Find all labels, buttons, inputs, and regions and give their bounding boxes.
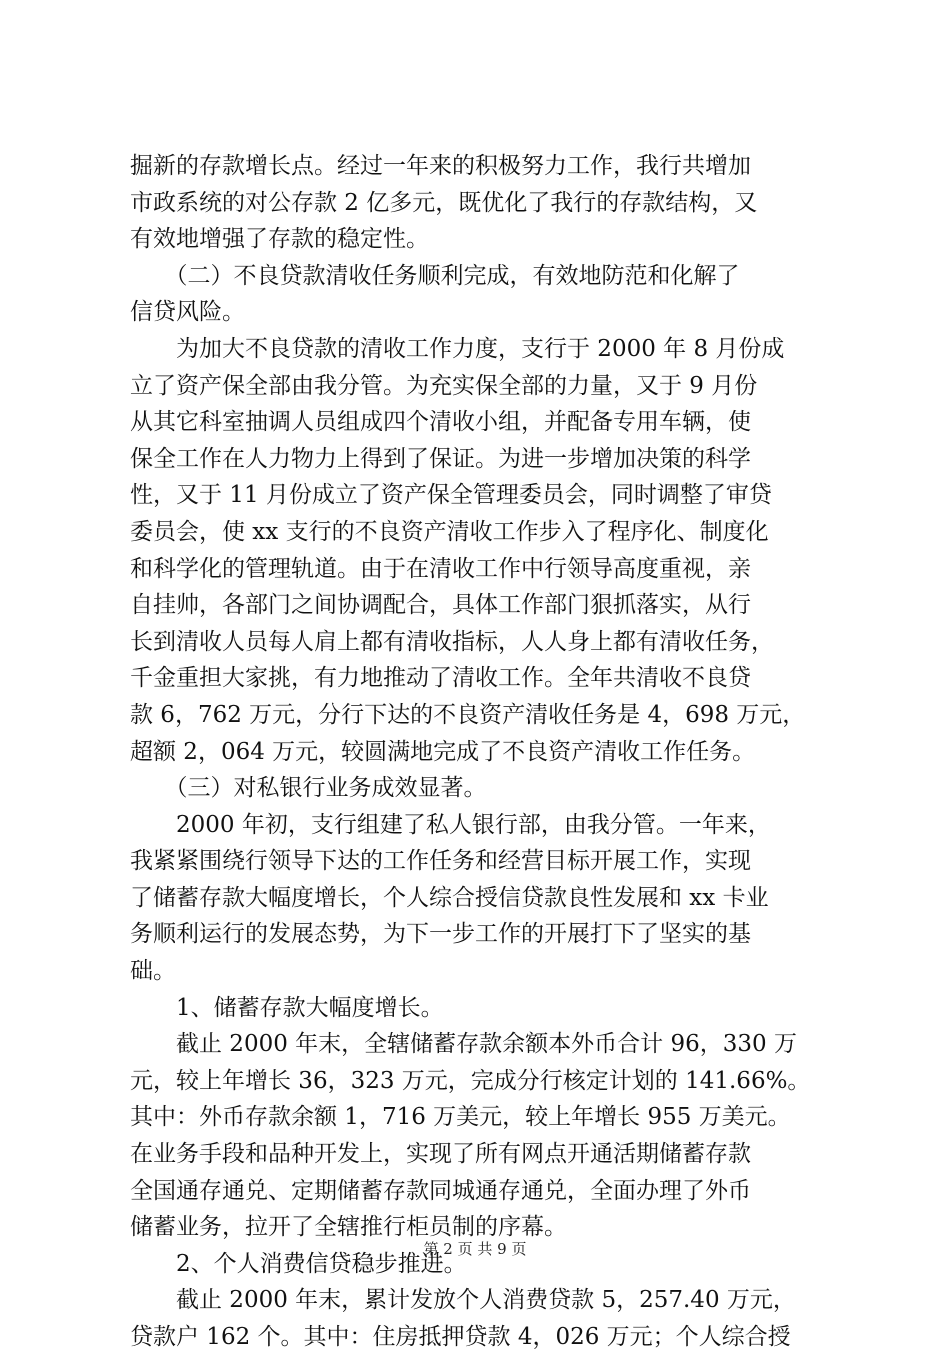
text-line: 其中：外币存款余额 1，716 万美元，较上年增长 955 万美元。 xyxy=(130,1104,791,1131)
text-line: 为加大不良贷款的清收工作力度，支行于 2000 年 8 月份成 xyxy=(130,335,785,362)
text-line: 立了资产保全部由我分管。为充实保全部的力量，又于 9 月份 xyxy=(130,372,758,399)
text-line: 和科学化的管理轨道。由于在清收工作中行领导高度重视，亲 xyxy=(130,555,751,582)
text-line: 长到清收人员每人肩上都有清收指标，人人身上都有清收任务， xyxy=(130,628,774,655)
text-line: 款 6，762 万元，分行下达的不良资产清收任务是 4，698 万元， xyxy=(130,701,806,728)
text-line: 全国通存通兑、定期储蓄存款同城通存通兑，全面办理了外币 xyxy=(130,1177,751,1204)
text-line: 委员会，使 xx 支行的不良资产清收工作步入了程序化、制度化 xyxy=(130,518,769,545)
text-line: 元，较上年增长 36，323 万元，完成分行核定计划的 141.66%。 xyxy=(130,1067,811,1094)
document-body xyxy=(130,148,830,1356)
text-line: 贷款户 162 个。其中：住房抵押贷款 4，026 万元；个人综合授 xyxy=(130,1324,791,1350)
text-line: 础。 xyxy=(130,958,176,985)
text-line: 截止 2000 年末，累计发放个人消费贷款 5，257.40 万元， xyxy=(130,1287,796,1314)
text-line: 有效地增强了存款的稳定性。 xyxy=(130,226,429,253)
subsection-heading: 2、个人消费信贷稳步推进。 xyxy=(130,1250,467,1277)
text-line: 性，又于 11 月份成立了资产保全管理委员会，同时调整了审贷 xyxy=(130,482,772,509)
section-heading: （三）对私银行业务成效显著。 xyxy=(130,775,487,802)
text-line: 信贷风险。 xyxy=(130,299,245,326)
page-number-footer: 第 2 页 共 9 页 xyxy=(423,1240,527,1258)
section-heading: （二）不良贷款清收任务顺利完成，有效地防范和化解了 xyxy=(130,262,740,289)
text-line: 我紧紧围绕行领导下达的工作任务和经营目标开展工作，实现 xyxy=(130,848,751,875)
text-line: 务顺利运行的发展态势，为下一步工作的开展打下了坚实的基 xyxy=(130,921,751,948)
text-line: 截止 2000 年末，全辖储蓄存款余额本外币合计 96，330 万 xyxy=(130,1031,797,1058)
text-line: 了储蓄存款大幅度增长，个人综合授信贷款良性发展和 xx 卡业 xyxy=(130,884,769,911)
text-line: 市政系统的对公存款 2 亿多元，既优化了我行的存款结构，又 xyxy=(130,189,758,216)
text-line: 从其它科室抽调人员组成四个清收小组，并配备专用车辆，使 xyxy=(130,409,751,436)
text-line: 千金重担大家挑，有力地推动了清收工作。全年共清收不良贷 xyxy=(130,665,751,692)
text-line: 在业务手段和品种开发上，实现了所有网点开通活期储蓄存款 xyxy=(130,1141,751,1168)
text-line: 自挂帅，各部门之间协调配合，具体工作部门狠抓落实，从行 xyxy=(130,592,751,619)
text-line: 储蓄业务，拉开了全辖推行柜员制的序幕。 xyxy=(130,1214,567,1241)
subsection-heading: 1、储蓄存款大幅度增长。 xyxy=(130,994,444,1021)
text-line: 保全工作在人力物力上得到了保证。为进一步增加决策的科学 xyxy=(130,445,751,472)
text-line: 2000 年初，支行组建了私人银行部，由我分管。一年来， xyxy=(130,811,771,838)
text-line: 掘新的存款增长点。经过一年来的积极努力工作，我行共增加 xyxy=(130,153,751,179)
text-line: 超额 2，064 万元，较圆满地完成了不良资产清收工作任务。 xyxy=(130,738,756,765)
